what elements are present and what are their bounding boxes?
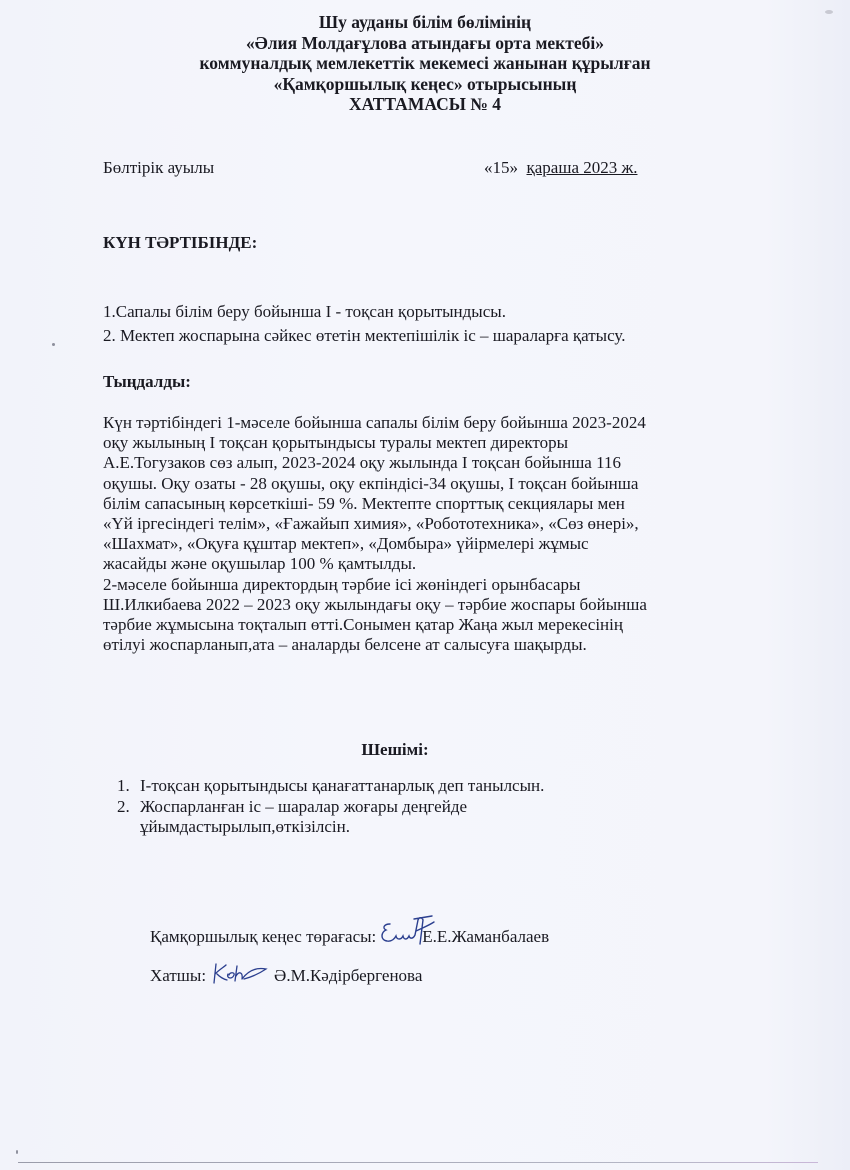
chair-name: Е.Е.Жаманбалаев [422,927,550,946]
decision-text [140,797,467,838]
paragraph-line: жасайды және оқушылар 100 % қамтылды. [103,554,417,574]
scan-edge-line [18,1162,818,1163]
agenda-item: 2. Мектеп жоспарына сәйкес өтетін мектепішілік іс – шараларға қатысу. [103,326,626,345]
meeting-place: Бөлтірік ауылы [103,158,215,177]
paragraph-line: білім сапасының көрсеткіші- 59 %. Мектепте спорттық секциялары мен [103,493,625,513]
decision-text: I-тоқсан қорытындысы қанағаттанарлық деп танылсын. [140,776,545,795]
header-line: Шу ауданы білім бөлімінің [318,12,532,32]
paragraph-line: А.Е.Тогузаков сөз алып, 2023-2024 оқу жылында I тоқсан бойынша 116 [103,453,621,473]
secretary-name: Ә.М.Кәдірбергенова [274,966,423,985]
decision-number: 2. [117,796,130,816]
agenda-title: КҮН ТӘРТІБІНДЕ: [103,233,258,252]
decision-text-line: ұйымдастырылып,өткізілсін. [140,817,350,836]
decision-item [117,797,544,838]
protocol-number: ХАТТАМАСЫ № 4 [348,94,502,114]
date-day: «15» [484,158,518,177]
document-header [0,12,850,115]
paragraph-line: өтілуі жоспарланып,ата – аналарды белсене ат салысуға шақырды. [103,635,587,655]
decision-title: Шешімі: [361,740,429,759]
secretary-label: Хатшы: [150,966,207,985]
secretary-signature-icon [210,961,270,987]
heard-paragraph [103,413,763,655]
scan-speck [52,343,55,346]
scan-speck [825,10,833,14]
scan-speck [16,1150,18,1154]
decision-number: 1. [117,776,130,795]
date-month-year: қараша 2023 ж. [526,158,638,177]
paragraph-line: оқу жылының I тоқсан қорытындысы туралы мектеп директоры [103,433,569,453]
paragraph-line: 2-мәселе бойынша директордың тәрбие ісі жөніндегі орынбасары [103,574,581,594]
secretary-signature-line [150,965,422,987]
paragraph-line: «Шахмат», «Оқуға құштар мектеп», «Домбыра» үйірмелері жұмыс [103,534,589,554]
agenda-list [103,300,625,348]
paragraph-line: тәрбие жұмысына тоқталып өтті.Сонымен қатар Жаңа жыл мерекесінің [103,615,623,635]
decision-list [117,776,544,838]
chair-label: Қамқоршылық кеңес төрағасы: [150,927,377,946]
header-line: «Әлия Молдағұлова атындағы орта мектебі» [246,32,604,53]
paragraph-line: Ш.Илкибаева 2022 – 2023 оқу жылындағы оқу – тәрбие жоспары бойынша [103,594,647,614]
chair-signature-line [150,920,549,954]
meeting-date [484,158,637,178]
decision-item [117,776,544,797]
header-line: «Қамқоршылық кеңес» отырысының [273,73,577,94]
paragraph-line: «Үй іргесіндегі телім», «Ғажайып химия», «Робототехника», «Сөз өнері», [103,514,639,534]
decision-text-line: Жоспарланған іс – шаралар жоғары деңгейде [140,796,468,816]
paragraph-line: Күн тәртібіндегі 1-мәселе бойынша сапалы білім беру бойынша 2023-2024 [103,413,646,432]
header-line: коммуналдық мемлекеттік мекемесі жанынан құрылған [199,53,651,73]
paragraph-line: оқушы. Оқу озаты - 28 оқушы, оқу екпіндісі-34 оқушы, I тоқсан бойынша [103,473,639,493]
agenda-item: 1.Сапалы білім беру бойынша I - тоқсан қорытындысы. [103,302,506,321]
heard-title: Тыңдалды: [103,372,191,391]
